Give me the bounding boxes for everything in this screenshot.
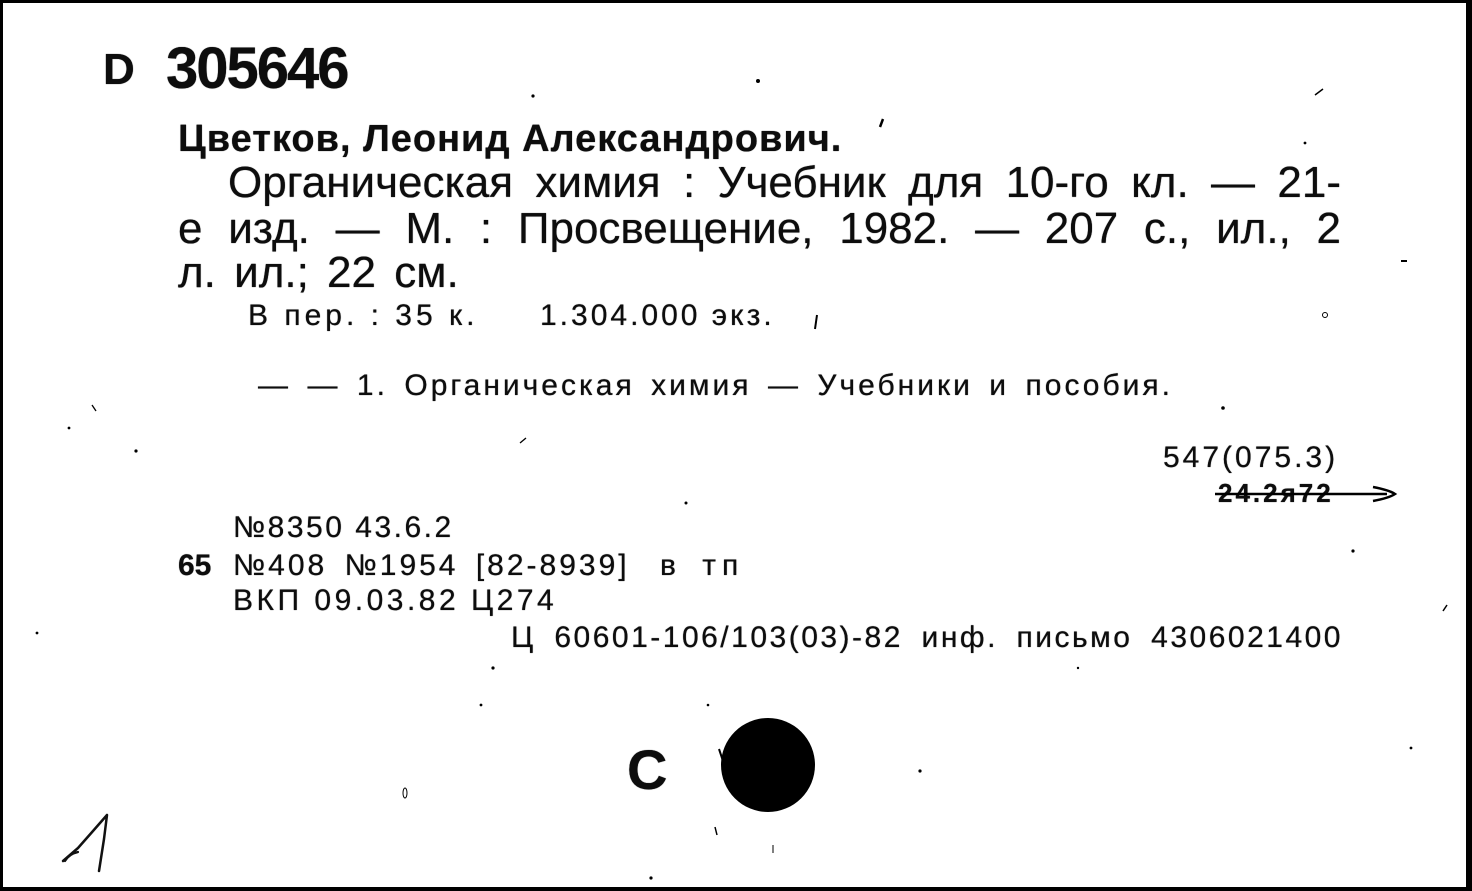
scan-speck — [715, 827, 717, 835]
print-run: 1.304.000 экз. — [540, 299, 775, 332]
technical-line-4: Ц 60601-106/103(03)-82 инф. письмо 4306021400 — [511, 621, 1343, 654]
scan-speck — [1315, 89, 1323, 95]
scan-speck — [1077, 667, 1079, 669]
scan-speck — [491, 666, 494, 669]
technical-line-2-prefix: 65 — [178, 549, 212, 582]
price: В пер. : 35 к. — [248, 299, 479, 332]
arrow-head-icon — [1373, 487, 1395, 501]
description-line-3: л. ил.; 22 см. — [178, 248, 459, 297]
scan-speck — [756, 79, 760, 83]
author-heading: Цветков, Леонид Александрович. — [178, 118, 843, 160]
scan-speck — [685, 502, 688, 505]
description-line-1: Органическая химия : Учебник для 10-го кл. — 21- — [228, 158, 1341, 207]
technical-line-1: №8350 43.6.2 — [233, 511, 454, 544]
subject-heading: — — 1. Органическая химия — Учебники и пособия. — [258, 369, 1173, 402]
technical-line-2-suffix: в тп — [660, 549, 745, 582]
scan-speck — [1304, 142, 1307, 145]
scan-speck — [918, 769, 921, 772]
scan-speck — [1221, 406, 1225, 410]
scan-speck — [520, 438, 526, 443]
scan-speck — [1351, 549, 1354, 552]
scan-speck — [880, 119, 883, 127]
black-dot-marker — [721, 718, 815, 812]
scan-speck — [403, 788, 407, 798]
scan-speck — [1410, 747, 1413, 750]
scan-speck — [707, 704, 710, 707]
scan-speck — [134, 449, 137, 452]
bbk-index-crossed-out: 24.2я72 — [1218, 478, 1334, 508]
handwritten-mark-hook — [65, 852, 78, 861]
scan-speck — [92, 405, 96, 411]
technical-line-3: ВКП 09.03.82 Ц274 — [233, 584, 558, 617]
stamp-letter: C — [627, 738, 668, 801]
scan-speck — [649, 876, 652, 879]
scan-speck — [815, 315, 817, 329]
scan-speck — [719, 749, 723, 761]
description-line-2: е изд. — М. : Просвещение, 1982. — 207 с., ил., 2 — [178, 204, 1341, 253]
scan-speck — [1323, 313, 1328, 318]
technical-line-2: №408 №1954 [82-8939] — [233, 549, 630, 582]
scan-speck — [480, 704, 483, 707]
call-number: 305646 — [166, 36, 348, 101]
call-number-prefix: D — [103, 45, 135, 94]
handwritten-mark — [63, 815, 107, 871]
scan-speck — [1443, 605, 1447, 611]
scan-speck — [68, 427, 71, 430]
scan-speck — [531, 94, 534, 97]
scan-speck — [36, 632, 39, 635]
udc-index: 547(075.3) — [1163, 441, 1339, 474]
